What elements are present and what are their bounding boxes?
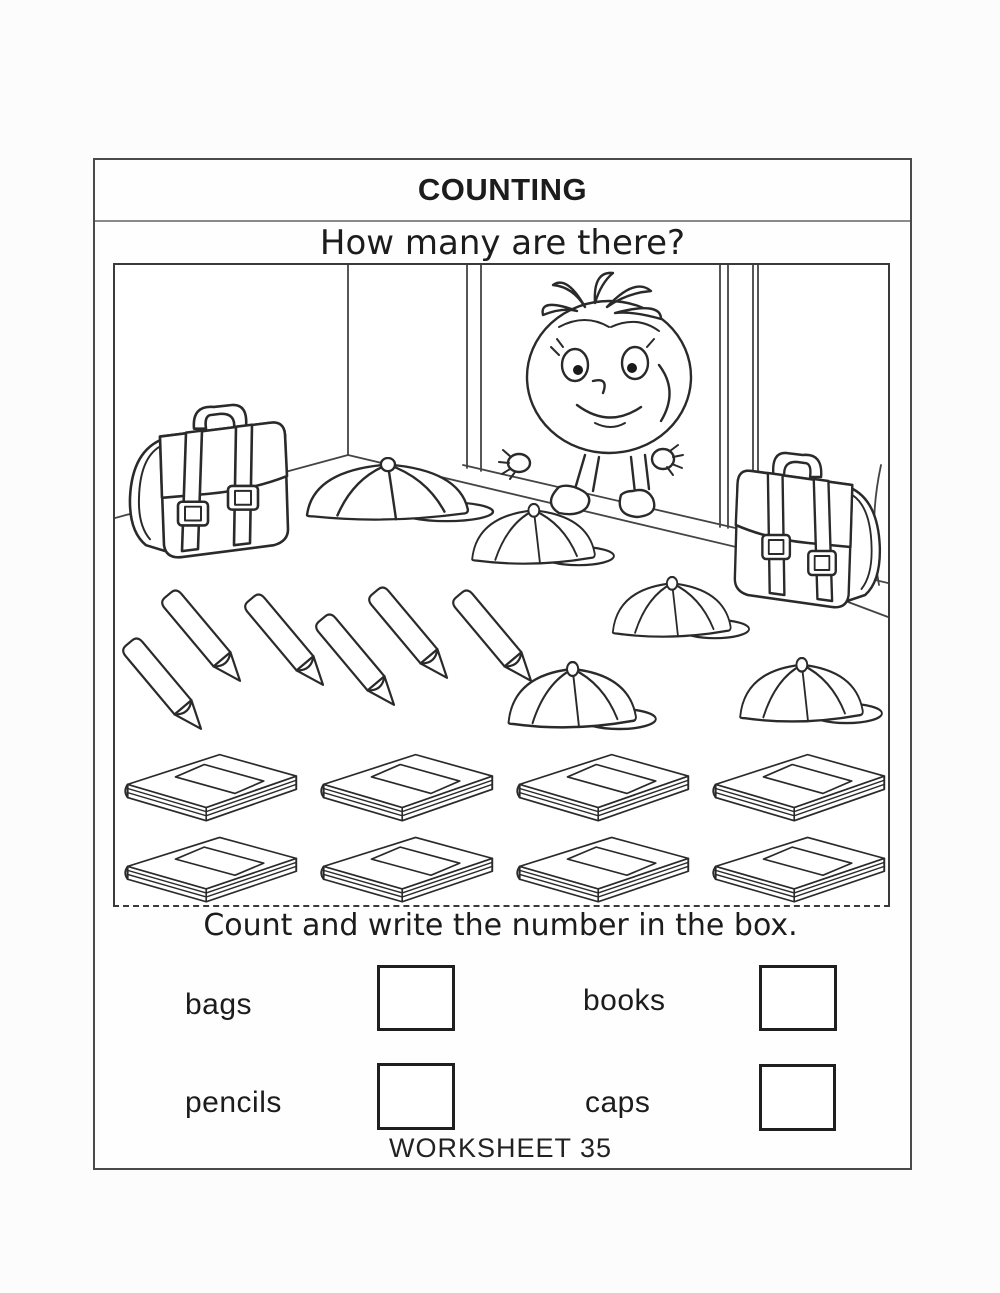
answer-box-pencils[interactable] <box>377 1063 455 1130</box>
counting-scene-frame <box>113 263 890 907</box>
scene-illustration <box>115 265 888 905</box>
book-icon <box>517 755 688 821</box>
worksheet-number: WORKSHEET 35 <box>388 1133 613 1163</box>
school-bag-icon <box>735 453 880 607</box>
book-icon <box>125 837 296 901</box>
cap-icon <box>509 662 656 729</box>
book-icon <box>517 837 688 901</box>
book-icon <box>321 837 492 901</box>
pencil-icon <box>160 588 249 688</box>
pencil-icon <box>451 588 540 688</box>
cap-icon <box>613 577 749 638</box>
pencil-icon <box>121 636 210 736</box>
title-bar <box>95 160 910 222</box>
page-title: COUNTING <box>417 172 588 207</box>
answer-box-bags[interactable] <box>377 965 455 1031</box>
instruction-text: Count and write the number in the box. <box>203 908 798 943</box>
cap-icon <box>740 658 882 723</box>
pencil-icon <box>243 592 332 692</box>
cap-icon <box>307 458 493 521</box>
answer-label-pencils: pencils <box>185 1086 282 1119</box>
answer-label-caps: caps <box>585 1086 651 1119</box>
answer-box-caps[interactable] <box>759 1064 836 1131</box>
answer-label-books: books <box>583 984 666 1017</box>
school-bag-icon <box>130 405 288 557</box>
book-icon <box>321 755 492 821</box>
book-icon <box>125 755 296 821</box>
book-icon <box>713 837 884 901</box>
page-subtitle: How many are there? <box>319 223 686 263</box>
book-icon <box>713 755 884 821</box>
answer-box-books[interactable] <box>759 965 837 1031</box>
answer-label-bags: bags <box>185 988 253 1021</box>
